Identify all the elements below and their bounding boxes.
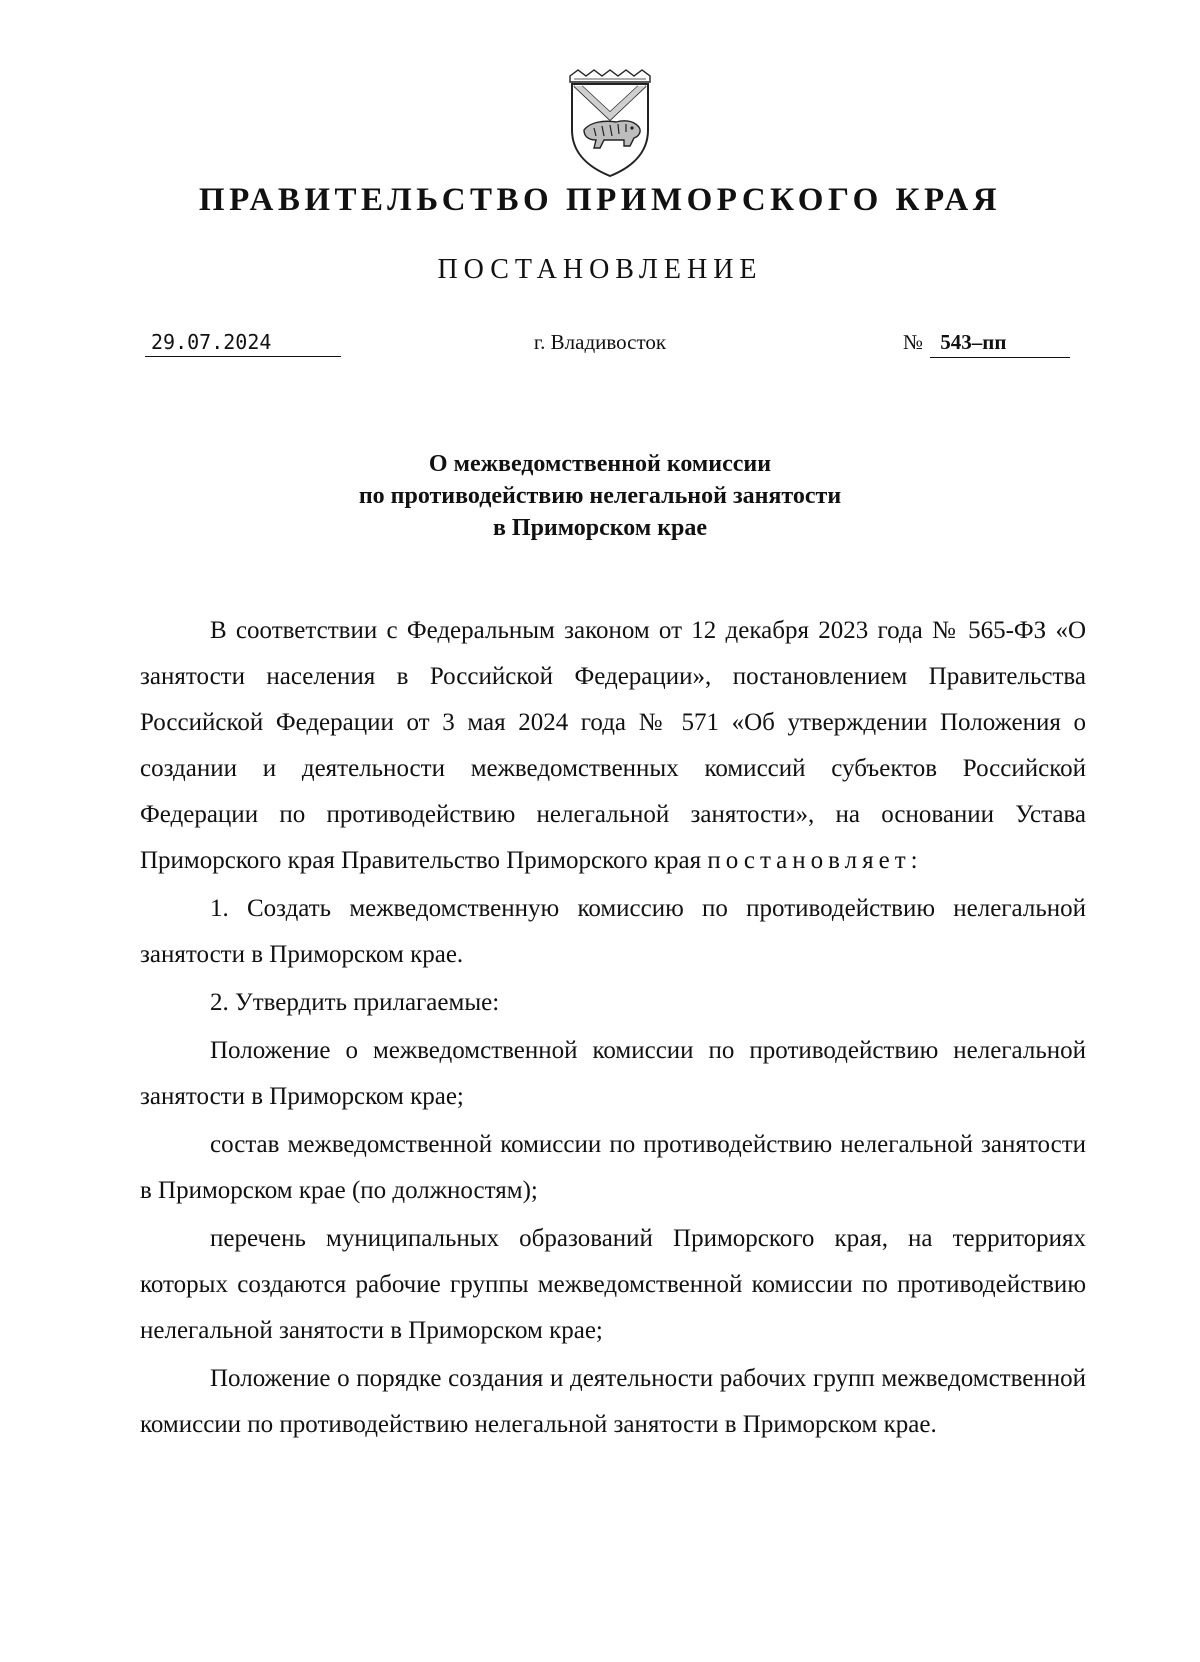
government-title: ПРАВИТЕЛЬСТВО ПРИМОРСКОГО КРАЯ [198, 182, 1002, 218]
preamble-paragraph [140, 608, 1086, 884]
number-label: № [903, 330, 924, 354]
sub-item-paragraph: перечень муниципальных образований Приморского края, на территориях которых создаются рабочие группы межведомственной комиссии по противодействию нелегальной занятости в Приморском крае; [140, 1225, 1086, 1344]
document-number [903, 330, 1070, 358]
subject-line: по противодействию нелегальной занятости [358, 483, 842, 509]
document-city: г. Владивосток [533, 330, 667, 354]
item-paragraph: 2. Утвердить прилагаемые: [210, 989, 500, 1016]
sub-item-paragraph: Положение о порядке создания и деятельности рабочих групп межведомственной комиссии по противодействию нелегальной занятости в Приморском крае. [140, 1365, 1086, 1438]
document-meta-row [0, 330, 1200, 370]
sub-item-paragraph: состав межведомственной комиссии по противодействию нелегальной занятости в Приморском крае (по должностям); [140, 1131, 1086, 1204]
document-body [140, 608, 1086, 1448]
preamble-keyword: постановляет: [707, 847, 923, 874]
subject-line: О межведомственной комиссии [428, 451, 772, 477]
item-paragraph: 1. Создать межведомственную комиссию по противодействию нелегальной занятости в Приморском крае. [140, 895, 1086, 968]
document-type: ПОСТАНОВЛЕНИЕ [437, 254, 763, 285]
subject-line: в Приморском крае [492, 515, 708, 541]
document-date: 29.07.2024 [145, 330, 341, 357]
sub-item-paragraph: Положение о межведомственной комиссии по противодействию нелегальной занятости в Приморском крае; [140, 1037, 1086, 1110]
coat-of-arms-icon [560, 68, 660, 180]
document-subject [0, 448, 1200, 544]
number-value: 543–пп [930, 330, 1070, 358]
preamble-text: В соответствии с Федеральным законом от 12 декабря 2023 года № 565-ФЗ «О занятости населения в Российской Федерации», постановлением Правительства Российской Федерации от 3 мая 2024 года № 571 «Об утверждении Положения о создании и деятельности межведомственных комиссий субъектов Российской Федерации по противодействию нелегальной занятости», на основании Устава Приморского края Правительство Приморского края [140, 617, 1086, 874]
